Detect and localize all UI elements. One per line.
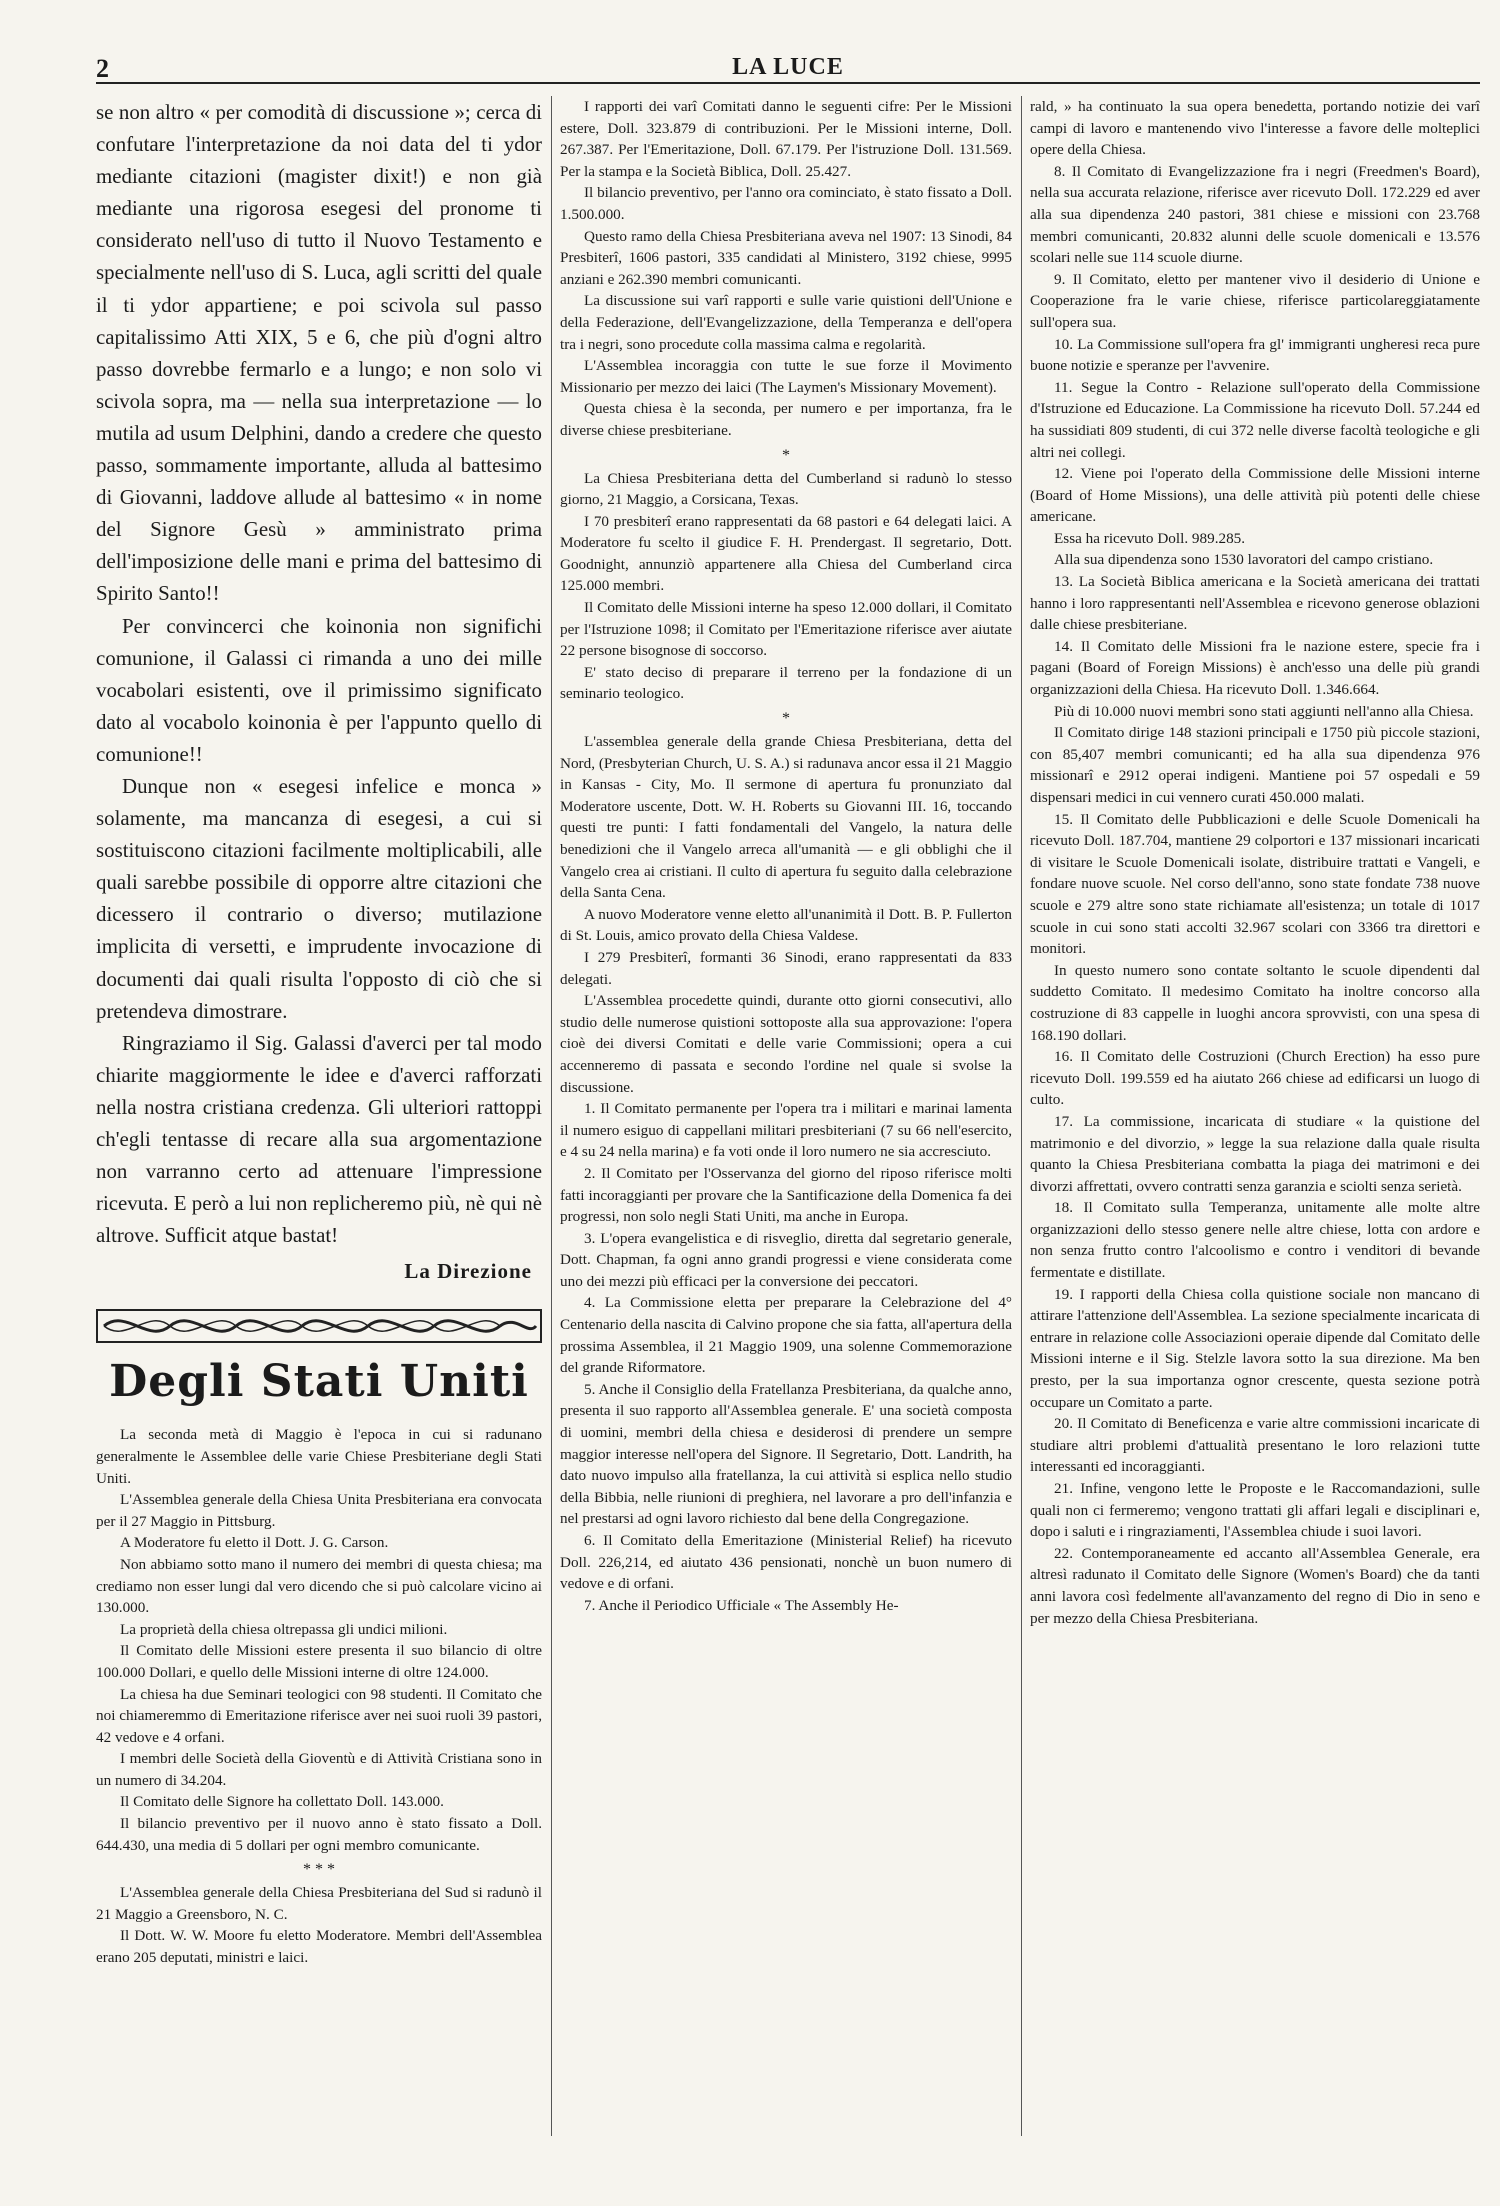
paragraph: L'assemblea generale della grande Chiesa Presbiteriana, detta del Nord, (Presbyterian Church, U. S. A.) si radunava ancor essa il 21 Maggio in Kansas - City, Mo. Il sermone di apertura fu pronunziato dal Moderatore uscente, Dott. W. H. Roberts su Giovanni III. 16, toccando questi tre punti: I fatti fondamentali del Vangelo, la natura delle benedizioni che il Vangelo arreca all'umanità — e gli obblighi che il Vangelo crea ai cristiani. Il culto di apertura fu seguito dalla celebrazione della Santa Cena. [560, 733, 1012, 902]
paragraph: Alla sua dipendenza sono 1530 lavoratori del campo cristiano. [1054, 551, 1434, 569]
paragraph: 14. Il Comitato delle Missioni fra le nazione estere, specie fra i pagani (Board of Foreign Missions) è anch'esso una delle più grandi organizzazioni della Chiesa. Ha ricevuto Doll. 1.346.664. [1030, 637, 1480, 699]
paragraph: 1. Il Comitato permanente per l'opera tra i militari e marinai lamenta il numero esiguo di cappellani militari presbiteriani (7 su 66 nell'esercito, e 4 su 24 nella marina) e fa voti onde il loro numero ne sia accresciuto. [560, 1100, 1012, 1161]
paragraph: L'Assemblea generale della Chiesa Unita Presbiteriana era convocata per il 27 Maggio in Pittsburg. [96, 1491, 542, 1530]
paragraph: 11. Segue la Contro - Relazione sull'operato della Commissione d'Istruzione ed Educazione. La Commissione ha ricevuto Doll. 57.244 ed ha sussidiati 809 studenti, di cui 372 nelle diverse facoltà teologiche e gli altri nei collegi. [1030, 378, 1480, 461]
asterism-separator: * [782, 446, 790, 464]
section-heading: Degli Stati Uniti [109, 1356, 529, 1408]
paragraph: 3. L'opera evangelistica e di risveglio, diretta dal segretario generale, Dott. Chapman, fa ogni anno grandi progressi e viene considerata come uno dei mezzi più efficaci per la conversione dei peccatori. [560, 1229, 1012, 1290]
paragraph: I 70 presbiterî erano rappresentati da 68 pastori e 64 delegati laici. A Moderatore fu scelto il giudice F. H. Prendergast. Il segretario, Dott. Goodnight, annunziò appartenere alla Chiesa del Cumberland circa 125.000 membri. [560, 512, 1012, 595]
paragraph: 17. La commissione, incaricata di studiare « la quistione del matrimonio e del divorzio, » legge la sua relazione dalla quale risulta quanto la Chiesa Presbiteriana combatta la piaga dei matrimoni e dei divorzi affrettati, ovvero contratti senza garanzia e sciolti senza serietà. [1030, 1112, 1480, 1195]
paragraph: Non abbiamo sotto mano il numero dei membri di questa chiesa; ma crediamo non esser lungi dal vero dicendo che si può calcolare vicino ai 130.000. [96, 1555, 542, 1617]
paragraph: 18. Il Comitato sulla Temperanza, unitamente alle molte altre organizzazioni dello stesso genere nelle altre chiese, lotta con ardore e non senza frutto contro l'alcoolismo e contro i venditori di bevande fermentate e distillate. [1030, 1199, 1480, 1282]
paragraph: 6. Il Comitato della Emeritazione (Ministerial Relief) ha ricevuto Doll. 226,214, ed aiutato 436 pensionati, nonchè un buon numero di vedove e di orfani. [560, 1532, 1012, 1593]
paragraph: 19. I rapporti della Chiesa colla quistione sociale non mancano di attirare l'attenzione dell'Assemblea. La sezione specialmente incaricata di entrare in relazione colle Associazioni operaie dipende dal Comitato delle Missioni interne e il Sig. Stelzle lavora sotto la sua direzione. Ma ben presto, per la sua importanza ognor crescente, questa sezione potrà occupare un Comitato a parte. [1030, 1285, 1480, 1411]
column-3 [1030, 96, 1480, 1629]
column-2 [560, 96, 1012, 1616]
paragraph: Questo ramo della Chiesa Presbiteriana aveva nel 1907: 13 Sinodi, 84 Presbiterî, 1606 pastori, 335 candidati al Ministero, 3192 chiese, 9995 anziani e 262.390 membri comunicanti. [560, 227, 1012, 288]
paragraph: A Moderatore fu eletto il Dott. J. G. Carson. [120, 1534, 389, 1552]
signature: La Direzione [404, 1259, 532, 1284]
paragraph: 13. La Società Biblica americana e la Società americana dei trattati hanno i loro rappresentanti nell'Assemblea e ricevono generose oblazioni dalle chiese presbiteriane. [1030, 573, 1480, 634]
paragraph: Più di 10.000 nuovi membri sono stati aggiunti nell'anno alla Chiesa. [1054, 702, 1474, 720]
paragraph: Ringraziamo il Sig. Galassi d'averci per tal modo chiarite maggiormente le idee e d'averci rafforzati nella nostra cristiana credenza. Gli ulteriori rattoppi ch'egli tentasse di recare alla sua argomentazione non varranno certo ad attenuare l'impressione ricevuta. E però a lui non replicheremo più, nè qui nè altrove. Sufficit atque bastat! [96, 1030, 542, 1248]
column-1 [96, 96, 542, 1969]
paragraph: Il Comitato dirige 148 stazioni principali e 1750 più piccole stazioni, con 85,407 membri comunicanti; ed ha alla sua dipendenza 976 missionarî e 2912 operai indigeni. Mantiene poi 57 ospedali e 59 dispensari medici in cui vennero curati 450.000 malati. [1030, 724, 1480, 806]
asterism-separator: * [782, 710, 790, 728]
paragraph: La discussione sui varî rapporti e sulle varie quistioni dell'Unione e della Federazione, dell'Evangelizzazione, della Temperanza e dell'opera tra i negri, sono procedute colla massima calma e regolarità. [560, 292, 1012, 353]
paragraph: Il bilancio preventivo per il nuovo anno è stato fissato a Doll. 644.430, una media di 5 dollari per ogni membro comunicante. [96, 1815, 542, 1854]
paragraph: se non altro « per comodità di discussione »; cerca di confutare l'interpretazione da noi data del ti ydor mediante citazioni (magister dixit!) e non già mediante una rigorosa esegesi del pronome ti considerato nell'uso di tutto il Nuovo Testamento e specialmente nell'uso di S. Luca, agli scritti del quale il ti ydor appartiene; e poi scivola sul passo capitalissimo Atti XIX, 5 e 6, che più d'ogni altro passo dovrebbe fermarlo e a lungo; e non solo vi scivola sopra, ma — nella sua interpretazione — lo mutila ad usum Delphini, dando a credere che questo passo, sommamente importante, alluda al battesimo di Giovanni, laddove allude al battesimo « in nome del Signore Gesù » amministrato prima dell'imposizione delle mani e prima del battesimo di Spirito Santo!! [96, 100, 542, 606]
paragraph: La seconda metà di Maggio è l'epoca in cui si radunano generalmente le Assemblee delle varie Chiese Presbiteriane degli Stati Uniti. [96, 1426, 542, 1487]
paragraph: Per convincerci che koinonia non significhi comunione, il Galassi ci rimanda a uno dei mille vocabolari esistenti, ove il primissimo significato dato al vocabolo koinonia è per l'appunto quello di comunione!! [96, 613, 542, 766]
paragraph: rald, » ha continuato la sua opera benedetta, portando notizie dei varî campi di lavoro e mantenendo vivo l'interesse a favore delle molteplici opere della Chiesa. [1030, 98, 1480, 159]
paragraph: Questa chiesa è la seconda, per numero e per importanza, fra le diverse chiese presbiteriane. [560, 400, 1012, 439]
column-rule-right [1021, 96, 1022, 2136]
paragraph: 20. Il Comitato di Beneficenza e varie altre commissioni incaricate di studiare altri problemi d'attualità presentano le loro relazioni tutte interessanti ed incoraggianti. [1030, 1415, 1480, 1476]
paragraph: In questo numero sono contate soltanto le scuole dipendenti dal suddetto Comitato. Il medesimo Comitato ha inoltre concorso alla costruzione di 83 cappelle in luoghi ancora sprovvisti, con una spesa di 168.190 dollari. [1030, 961, 1480, 1044]
paragraph: 12. Viene poi l'operato della Commissione delle Missioni interne (Board of Home Missions), una delle attività più potenti delle chiese americane. [1030, 465, 1480, 526]
paragraph: 15. Il Comitato delle Pubblicazioni e delle Scuole Domenicali ha ricevuto Doll. 187.704, mantiene 29 colportori e 137 missionari incaricati di visitare le Scuole Domenicali isolate, distribuire trattati e Vangeli, e fondare nuove scuole. Nel corso dell'anno, sono state fondate 738 nuove scuole e 279 altre sono state richiamate all'esistenza; un totale di 1017 scuole in cui sono stati accolti 32.967 scolari con 3366 tra direttori e monitori. [1030, 810, 1480, 958]
paragraph: Essa ha ricevuto Doll. 989.285. [1054, 529, 1246, 547]
page-number: 2 [96, 54, 109, 83]
paragraph: L'Assemblea incoraggia con tutte le sue forze il Movimento Missionario per mezzo dei laici (The Laymen's Missionary Movement). [560, 357, 1012, 396]
paragraph: 5. Anche il Consiglio della Fratellanza Presbiteriana, da qualche anno, presenta il suo rapporto all'Assemblea generale. E' una società composta di uomini, membri della chiesa e desiderosi di prendere un sempre maggior interesse nell'opera del Signore. Il Segretario, Dott. Landrith, ha dato nuovo impulso alla fratellanza, la cui attività si esplica nello studio della Bibbia, nelle riunioni di preghiera, nel lavorare a pro dell'infanzia e nel prestarsi ad ogni lavoro richiesto dal bene della Congregazione. [560, 1380, 1012, 1528]
paragraph: I rapporti dei varî Comitati danno le seguenti cifre: Per le Missioni estere, Doll. 323.879 di contribuzioni. Per le Missioni interne, Doll. 267.387. Per l'Emeritazione, Doll. 67.179. Per l'istruzione Doll. 131.569. Per la stampa e la Società Biblica, Doll. 25.427. [560, 98, 1012, 180]
column-rule-left [551, 96, 552, 2136]
paragraph: Il bilancio preventivo, per l'anno ora cominciato, è stato fissato a Doll. 1.500.000. [560, 184, 1012, 223]
paragraph: 2. Il Comitato per l'Osservanza del giorno del riposo riferisce molti fatti incoraggianti per provare che la Santificazione della Domenica fa dei progressi, non solo negli Stati Uniti, ma anche in Europa. [560, 1164, 1012, 1226]
paragraph: 9. Il Comitato, eletto per mantener vivo il desiderio di Unione e Cooperazione fra le varie chiese, riferisce particolareggiatamente sull'opera sua. [1030, 270, 1480, 331]
page-header [96, 50, 1480, 84]
paragraph: Dunque non « esegesi infelice e monca » solamente, ma mancanza di esegesi, a cui si sostituiscono citazioni facilmente moltiplicabili, alle quali sarebbe possibile di opporre altre citazioni che dicessero il contrario o diverso; mutilazione implicita di versetti, e imprudente invocazione di documenti dai quali risulta l'opposto di ciò che si pretendeva dimostrare. [96, 773, 542, 1023]
paragraph: 10. La Commissione sull'opera fra gl' immigranti ungheresi reca pure buone notizie e speranze per l'avvenire. [1030, 335, 1480, 375]
paragraph: Il Dott. W. W. Moore fu eletto Moderatore. Membri dell'Assemblea erano 205 deputati, ministri e laici. [96, 1927, 542, 1967]
paragraph: 22. Contemporaneamente ed accanto all'Assemblea Generale, era altresì radunato il Comitato delle Signore (Women's Board) che da tanti anni lavora così fedelmente all'avanzamento del regno di Dio in seno e per mezzo della Chiesa Presbiteriana. [1030, 1544, 1480, 1627]
decorative-border-ornament [96, 1306, 542, 1346]
paragraph: 16. Il Comitato delle Costruzioni (Church Erection) ha esso pure ricevuto Doll. 199.559 ed ha aiutato 266 chiese ad edificarsi un luogo di culto. [1030, 1048, 1480, 1109]
paragraph: La chiesa ha due Seminari teologici con 98 studenti. Il Comitato che noi chiameremmo di Emeritazione riferisce aver nei suoi ruoli 39 pastori, 42 vedove e 4 orfani. [96, 1685, 542, 1746]
paragraph: 4. La Commissione eletta per preparare la Celebrazione del 4° Centenario della nascita di Calvino propone che sia fatta, all'apertura della prossima Assemblea, il 21 Maggio 1909, una solenne Commemorazione del grande Riformatore. [560, 1294, 1012, 1377]
paragraph: A nuovo Moderatore venne eletto all'unanimità il Dott. B. P. Fullerton di St. Louis, amico provato della Chiesa Valdese. [560, 905, 1012, 945]
asterism-separator: * * * [303, 1861, 335, 1879]
paragraph: Il Comitato delle Missioni interne ha speso 12.000 dollari, il Comitato per l'Istruzione 1098; il Comitato per l'Emeritazione riferisce aver aiutate 22 persone bisognose di soccorso. [560, 599, 1012, 660]
paragraph: E' stato deciso di preparare il terreno per la fondazione di un seminario teologico. [560, 663, 1012, 703]
paragraph: La proprietà della chiesa oltrepassa gli undici milioni. [120, 1620, 448, 1638]
paragraph: La Chiesa Presbiteriana detta del Cumberland si radunò lo stesso giorno, 21 Maggio, a Corsicana, Texas. [560, 469, 1012, 509]
newspaper-title: LA LUCE [732, 54, 844, 80]
paragraph: I membri delle Società della Gioventù e di Attività Cristiana sono in un numero di 34.204. [96, 1750, 542, 1789]
paragraph: 8. Il Comitato di Evangelizzazione fra i negri (Freedmen's Board), nella sua accurata relazione, riferisce aver ricevuto Doll. 172.229 ed aver alla sua dipendenza 240 pastori, 381 chiese e missioni con 23.768 membri comunicanti, 20.832 alunni delle scuole domenicali e 13.576 scolari nelle sue 114 scuole diurne. [1030, 162, 1480, 267]
paragraph: 7. Anche il Periodico Ufficiale « The Assembly He- [584, 1596, 899, 1614]
paragraph: 21. Infine, vengono lette le Proposte e le Raccomandazioni, sulle quali non ci fermeremo; vengono trattati gli affari legali e disciplinari e, dopo i saluti e i ringraziamenti, l'Assemblea chiude i suoi lavori. [1030, 1480, 1480, 1541]
paragraph: I 279 Presbiterî, formanti 36 Sinodi, erano rappresentati da 833 delegati. [560, 948, 1012, 988]
paragraph: L'Assemblea procedette quindi, durante otto giorni consecutivi, allo studio delle numerose quistioni sottoposte alla sua approvazione: l'opera cioè dei diversi Comitati e delle varie Commissioni; opera a cui accenneremo di passata e secondo l'ordine nel quale si svolse la discussione. [560, 992, 1012, 1096]
paragraph: L'Assemblea generale della Chiesa Presbiteriana del Sud si radunò il 21 Maggio a Greensboro, N. C. [96, 1884, 542, 1923]
paragraph: Il Comitato delle Missioni estere presenta il suo bilancio di oltre 100.000 Dollari, e quello delle Missioni interne di oltre 124.000. [96, 1642, 542, 1681]
paragraph: Il Comitato delle Signore ha collettato Doll. 143.000. [120, 1793, 444, 1811]
